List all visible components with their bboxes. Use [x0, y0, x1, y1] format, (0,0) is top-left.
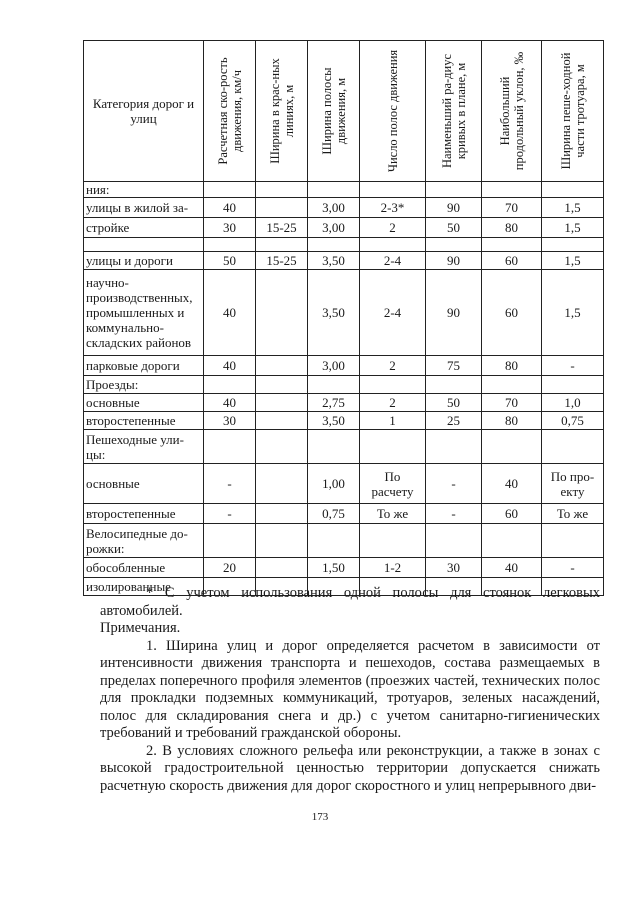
- table-cell: 1,0: [542, 394, 604, 412]
- table-cell: 2: [360, 394, 426, 412]
- table-cell: [308, 376, 360, 394]
- table-cell: По про-екту: [542, 464, 604, 504]
- table-cell: 3,00: [308, 218, 360, 238]
- table-cell: -: [542, 356, 604, 376]
- row-category: обособленные: [84, 558, 204, 578]
- table-cell: [308, 238, 360, 252]
- table-cell: [426, 182, 482, 198]
- table-cell: -: [542, 558, 604, 578]
- road-parameters-table: [83, 40, 603, 596]
- table-cell: [256, 412, 308, 430]
- row-category: Проезды:: [84, 376, 204, 394]
- header-category: Категория дорог и улиц: [84, 41, 204, 182]
- table-cell: [308, 524, 360, 558]
- header-design-speed: Расчетная ско-рость движения, км/ч: [204, 41, 256, 182]
- table-cell: 1-2: [360, 558, 426, 578]
- table-cell: [426, 524, 482, 558]
- header-lane-count: Число полос движения: [360, 41, 426, 182]
- table-cell: 30: [426, 558, 482, 578]
- table-cell: 50: [204, 252, 256, 270]
- row-category: стройке: [84, 218, 204, 238]
- table-cell: [542, 182, 604, 198]
- table-row: [84, 218, 604, 238]
- row-category: изолированные: [84, 578, 204, 596]
- table-header-row: [84, 41, 604, 182]
- table-cell: -: [204, 504, 256, 524]
- table-row: [84, 238, 604, 252]
- table-cell: [256, 524, 308, 558]
- table-cell: [482, 182, 542, 198]
- table-cell: 0,75: [542, 412, 604, 430]
- table-cell: 50: [426, 394, 482, 412]
- table-cell: [542, 238, 604, 252]
- table-row: [84, 412, 604, 430]
- table-cell: [256, 558, 308, 578]
- row-category: Пешеходные ули-цы:: [84, 430, 204, 464]
- table-cell: [204, 376, 256, 394]
- table-row: [84, 376, 604, 394]
- table-cell: [482, 524, 542, 558]
- notes-text: [100, 585, 600, 795]
- table-cell: 15-25: [256, 252, 308, 270]
- header-red-lines-width: Ширина в крас-ных линиях, м: [256, 41, 308, 182]
- table-cell: -: [426, 464, 482, 504]
- header-lane-width: Ширина полосы движения, м: [308, 41, 360, 182]
- table-cell: 40: [204, 198, 256, 218]
- row-category: научно-производственных, промышленных и коммунально-складских районов: [84, 270, 204, 356]
- note-1: 1. Ширина улиц и дорог определяется расчетом в зависимости от интенсивности движения транспорта и пешеходов, состава размещаемых в пределах поперечного профиля элементов (проезжих частей, технических полос для прокладки подземных коммуникаций, тротуаров, зеленых насаждений, полос для складирования снега и др.) с учетом санитарно-гигиенических требований и требований гражданской обороны.: [100, 637, 600, 741]
- row-category: Велосипедные до-рожки:: [84, 524, 204, 558]
- note-2: 2. В условиях сложного рельефа или реконструкции, а также в зонах с высокой градостроительной ценностью территории допускается снижать расчетную скорость движения для дорог скоростного и улиц непрерывного дви-: [100, 742, 600, 794]
- table-cell: [426, 238, 482, 252]
- table-cell: 1,00: [308, 464, 360, 504]
- table-cell: 3,50: [308, 270, 360, 356]
- page-number: 173: [311, 811, 329, 823]
- table-cell: 2-4: [360, 270, 426, 356]
- header-min-radius: Наименьший ра-диус кривых в плане, м: [426, 41, 482, 182]
- table-row: [84, 182, 604, 198]
- table-cell: 2: [360, 218, 426, 238]
- table-cell: 2,75: [308, 394, 360, 412]
- table-cell: 30: [204, 218, 256, 238]
- row-category: [84, 238, 204, 252]
- row-category: основные: [84, 464, 204, 504]
- table-cell: [256, 270, 308, 356]
- table-cell: 90: [426, 252, 482, 270]
- table-cell: 2-3*: [360, 198, 426, 218]
- table-cell: [308, 430, 360, 464]
- table-cell: 70: [482, 394, 542, 412]
- table-cell: 3,00: [308, 356, 360, 376]
- row-category: второстепенные: [84, 412, 204, 430]
- table-cell: [542, 430, 604, 464]
- table-cell: 90: [426, 198, 482, 218]
- table-cell: [542, 376, 604, 394]
- table-row: [84, 394, 604, 412]
- table-row: [84, 524, 604, 558]
- table-cell: 70: [482, 198, 542, 218]
- table-cell: 3,50: [308, 412, 360, 430]
- table-row: [84, 356, 604, 376]
- table-cell: -: [426, 504, 482, 524]
- table-row: [84, 558, 604, 578]
- table-cell: 1,5: [542, 198, 604, 218]
- table-row: [84, 504, 604, 524]
- table-cell: 90: [426, 270, 482, 356]
- table-row: [84, 252, 604, 270]
- table-cell: 1,5: [542, 218, 604, 238]
- table-cell: [426, 376, 482, 394]
- table-cell: 75: [426, 356, 482, 376]
- table-cell: [482, 430, 542, 464]
- table-cell: [256, 198, 308, 218]
- table-cell: [308, 182, 360, 198]
- table-cell: 60: [482, 270, 542, 356]
- table-cell: 80: [482, 218, 542, 238]
- table-row: [84, 270, 604, 356]
- table-cell: 60: [482, 504, 542, 524]
- table-cell: [256, 376, 308, 394]
- table-row: [84, 198, 604, 218]
- table-cell: 30: [204, 412, 256, 430]
- row-category: основные: [84, 394, 204, 412]
- table-cell: 40: [482, 558, 542, 578]
- table-cell: 40: [204, 394, 256, 412]
- table-cell: 40: [204, 270, 256, 356]
- table-cell: 15-25: [256, 218, 308, 238]
- table-cell: [360, 238, 426, 252]
- table-cell: [256, 182, 308, 198]
- table-cell: [204, 182, 256, 198]
- table-row: [84, 464, 604, 504]
- row-category: улицы в жилой за-: [84, 198, 204, 218]
- table-cell: 80: [482, 412, 542, 430]
- table-cell: -: [204, 464, 256, 504]
- table-cell: [360, 376, 426, 394]
- table-cell: 40: [204, 356, 256, 376]
- notes-title: Примечания.: [100, 620, 181, 636]
- table-cell: [426, 430, 482, 464]
- table-cell: 25: [426, 412, 482, 430]
- table-cell: 3,50: [308, 252, 360, 270]
- table-cell: 60: [482, 252, 542, 270]
- table-cell: 1,5: [542, 252, 604, 270]
- table-cell: 3,00: [308, 198, 360, 218]
- table-cell: [256, 394, 308, 412]
- table-cell: 80: [482, 356, 542, 376]
- row-category: второстепенные: [84, 504, 204, 524]
- header-sidewalk-width: Ширина пеше-ходной части тротуара, м: [542, 41, 604, 182]
- table-cell: То же: [360, 504, 426, 524]
- table-cell: [204, 524, 256, 558]
- table-cell: [256, 430, 308, 464]
- table-cell: [256, 464, 308, 504]
- table-cell: 1,5: [542, 270, 604, 356]
- table-cell: 20: [204, 558, 256, 578]
- table-cell: 40: [482, 464, 542, 504]
- footnote: * С учетом использования одной полосы для стоянок легковых автомобилей.: [100, 585, 600, 619]
- header-max-slope: Наибольший продольный уклон, ‰: [482, 41, 542, 182]
- table-cell: [204, 430, 256, 464]
- table-cell: [360, 182, 426, 198]
- table-cell: [360, 430, 426, 464]
- row-category: улицы и дороги: [84, 252, 204, 270]
- table-cell: 2-4: [360, 252, 426, 270]
- table-cell: То же: [542, 504, 604, 524]
- table-cell: [256, 238, 308, 252]
- row-category: парковые дороги: [84, 356, 204, 376]
- table-row: [84, 430, 604, 464]
- table-cell: [542, 524, 604, 558]
- table-cell: [482, 238, 542, 252]
- table-cell: 0,75: [308, 504, 360, 524]
- table-cell: 2: [360, 356, 426, 376]
- table-cell: [482, 376, 542, 394]
- table-cell: 1: [360, 412, 426, 430]
- row-category: ния:: [84, 182, 204, 198]
- table-cell: [360, 524, 426, 558]
- table-cell: [204, 238, 256, 252]
- table-cell: По расчету: [360, 464, 426, 504]
- table-cell: [256, 504, 308, 524]
- table-cell: 1,50: [308, 558, 360, 578]
- table-cell: [256, 356, 308, 376]
- table-cell: 50: [426, 218, 482, 238]
